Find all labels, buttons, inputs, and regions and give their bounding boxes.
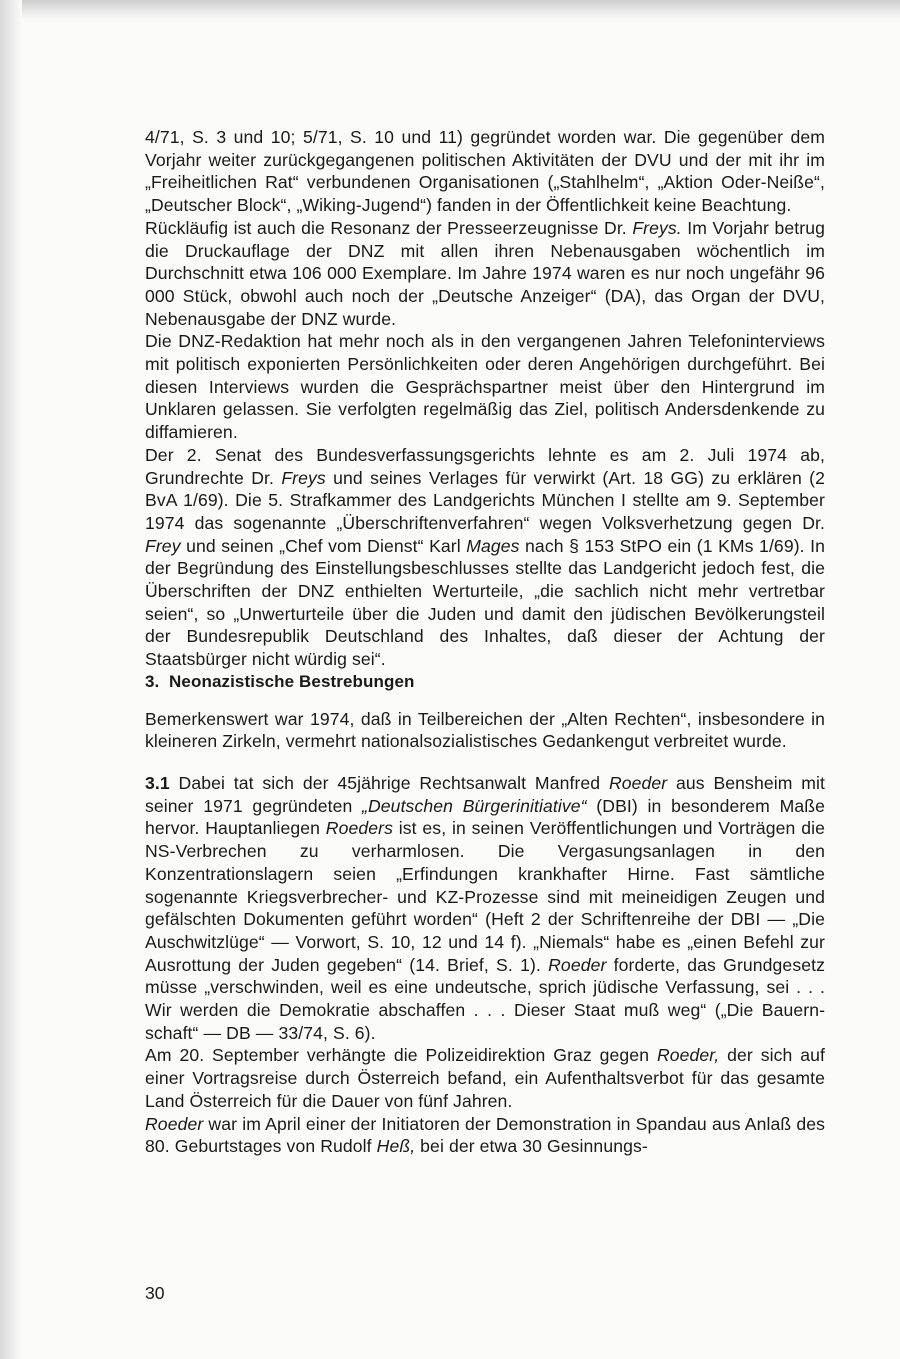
subsection-number: 3.1 (145, 772, 170, 793)
paragraph-spandau (145, 1113, 825, 1158)
section-heading (145, 671, 825, 694)
text-run: nach § 153 StPO ein (1 KMs 1/69). In der Begründung des Einstellungsbeschlusses stellte das Landgericht jedoch fest, die Überschriften der DNZ enthielten Werturteile, „die sachlich nicht mehr vertretbar seien“, so „Unwerturteile über die Juden und damit den jüdischen Bevölkerungsteil der Bundesrepublik Deutschland des Inhaltes, daß dieser der Achtung der Staatsbürger nicht würdig sei“. (145, 535, 825, 670)
section-number: 3. (145, 671, 160, 691)
text-run: und seines Verlages für verwirkt (Art. 18 GG) zu erklären (2 BvA 1/69). Die 5. Strafkammer des Landgerichts München I stellte am 9. September 1974 das sogenannte „Überschriftenverfahren“ wegen Volksverhetzung gegen Dr. (145, 467, 825, 533)
text-run: Rückläufig ist auch die Resonanz der Presseerzeugnisse Dr. (145, 217, 633, 238)
text-run: Die DNZ-Redaktion hat mehr noch als in den vergangenen Jahren Telefoninterviews mit politisch exponierten Persönlichkeiten oder deren Angehörigen durchgeführt. Bei diesen Interviews wurden die Gesprächspartner meist über den Hintergrund im Unklaren gelassen. Sie verfolgten regelmäßig das Ziel, politisch Andersdenkende zu diffamieren. (145, 331, 825, 443)
text-run: der sich auf einer Vortragsreise durch Österreich befand, ein Aufenthaltsverbot für das gesamte Land Österreich für die Dauer von fünf Jahren. (145, 1045, 825, 1111)
text-run: aus Bensheim mit seiner 1971 gegründeten (145, 772, 826, 816)
italic-name: Roeder (145, 1113, 204, 1134)
text-run: bei der etwa 30 Gesinnungs- (415, 1136, 648, 1157)
italic-name: „Deutschen Bürgerinitiative“ (362, 795, 587, 816)
text-run: ist es, in seinen Veröffentlichungen und Vorträgen die NS-Verbrechen zu verharmlosen. Die Vergasungsanlagen in den Konzentrationslagern seien „Erfindungen krankhafter Hirne. Fast sämtliche sogenannte Kriegsverbrecher- und KZ-Prozesse sind mit meineidigen Zeugen und gefälschten Dokumenten geführt worden“ (Heft 2 der Schriftenreihe der DBI — „Die Auschwitzlüge“ — Vorwort, S. 10, 12 und 14 f). „Niemals“ habe es „einen Befehl zur Ausrottung der Juden gegeben“ (14. Brief, S. 1). (145, 818, 825, 975)
section-title: Neonazistische Bestrebungen (169, 671, 415, 691)
text-run: 4/71, S. 3 und 10; 5/71, S. 10 und 11) gegründet worden war. Die gegenüber dem Vorjahr weiter zurückgegangenen politischen Aktivitäten der DVU und der mit ihr im „Freiheitlichen Rat“ verbundenen Organisationen („Stahlhelm“, „Aktion Oder-Neiße“, „Deutscher Block“, „Wiking-Jugend“) fanden in der Öffentlichkeit keine Beachtung. (145, 127, 825, 216)
text-run: Dabei tat sich der 45jährige Rechtsanwalt Manfred (169, 772, 609, 793)
paragraph-dnz-redaktion (145, 330, 825, 444)
paragraph-dvu (145, 126, 825, 217)
italic-name: Roeder (548, 954, 607, 975)
italic-name: Heß, (376, 1136, 416, 1157)
italic-name: Roeder, (656, 1045, 720, 1066)
page-number: 30 (145, 1283, 165, 1303)
italic-name: Freys. (632, 217, 682, 238)
italic-name: Mages (466, 535, 520, 556)
scan-shadow-top (0, 0, 900, 20)
section-intro: Bemerkenswert war 1974, daß in Teilbereichen der „Alten Rechten“, insbesondere in kleineren Zirkeln, vermehrt nationalsozialistisches Gedankengut verbreitet wurde. (145, 708, 825, 752)
text-run: und seinen „Chef vom Dienst“ Karl (180, 535, 467, 556)
paragraph-roeder-text (145, 773, 825, 1043)
text-run: war im April einer der Initiatoren der Demonstration in Spandau aus Anlaß des 80. Geburtstages von Rudolf (145, 1113, 825, 1157)
paragraph-court (145, 444, 825, 671)
text-run: Der 2. Senat des Bundesverfassungsgerichts lehnte es am 2. Juli 1974 ab, Grundrechte Dr. (145, 444, 825, 488)
scan-shadow-left (0, 0, 22, 1359)
paragraph-roeder (145, 772, 825, 1044)
text-run: Am 20. September verhängte die Polizeidirektion Graz gegen (145, 1045, 657, 1066)
italic-name: Freys (281, 467, 326, 488)
italic-name: Roeders (325, 818, 393, 839)
text-run: forderte, das Grundgesetz müsse „verschwinden, weil es eine undeutsche, sprich jüdische Verfassung, sei . . . Wir werden die Demokratie abschaffen . . . Dieser Staat muß weg“ („Die Bauernschaft“ — DB — 33/74, S. 6). (145, 954, 825, 1043)
text-run: (DBI) in besonderem Maße hervor. Hauptanliegen (145, 795, 825, 839)
italic-name: Frey (145, 535, 181, 556)
paragraph-press (145, 217, 825, 331)
body-text (145, 126, 825, 1158)
italic-name: Roeder (608, 772, 668, 793)
paragraph-graz (145, 1044, 825, 1112)
text-run: Im Vorjahr betrug die Druckauflage der DNZ mit allen ihren Nebenausgaben wöchentlich im Durchschnitt etwa 106 000 Exemplare. Im Jahre 1974 waren es nur noch ungefähr 96 000 Stück, obwohl auch noch der „Deutsche Anzeiger“ (DA), das Organ der DVU, Nebenausgabe der DNZ wurde. (145, 217, 825, 329)
